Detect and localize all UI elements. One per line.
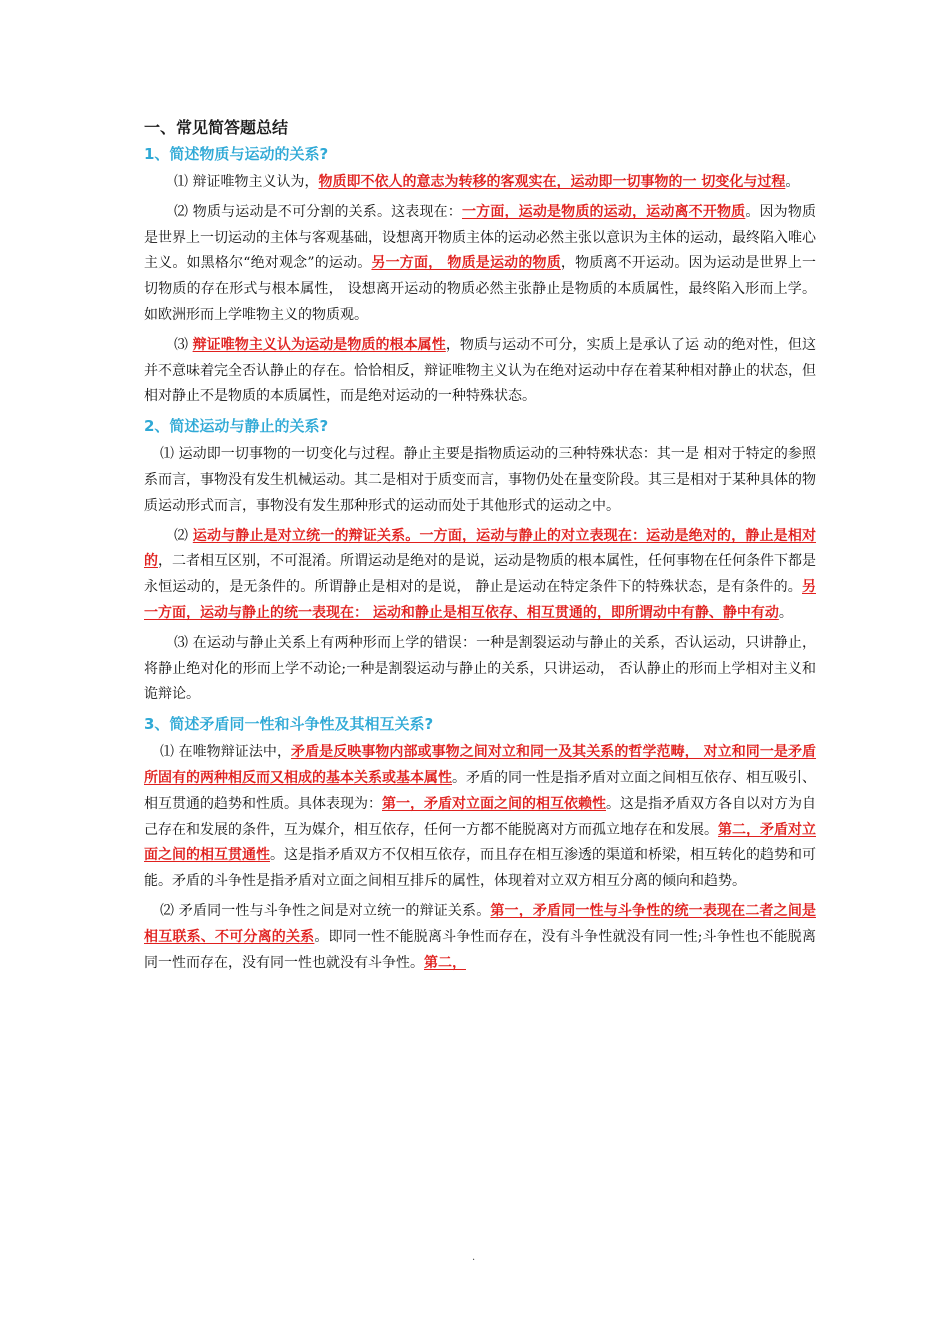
section-title: 1、简述物质与运动的关系?: [144, 145, 329, 163]
document-page: [144, 112, 816, 980]
text-run: 。这是指矛盾双方不仅相互依存，而且存在相互渗透的渠道和桥梁，相互转化的趋势和可能。矛盾的斗争性是指矛盾对立面之间相互排斥的属性，体现着对立双方相互分离的倾向和趋势。: [144, 847, 816, 890]
body-paragraph: [144, 631, 816, 708]
highlighted-text: 第一，矛盾同一性与斗争性的统一表现在二者之间是相互联系、不可分离的关系: [144, 902, 816, 945]
highlighted-text: 第二，矛盾对立面之间的相互贯通性: [144, 821, 816, 864]
text-run: 。这是指矛盾双方各自以对方为自己存在和发展的条件，互为媒介，相互依存，任何一方都不能脱离对方而孤立地存在和发展。: [144, 795, 816, 838]
text-run: ⑵: [174, 527, 193, 544]
text-run: ⑴ 在唯物辩证法中，: [160, 744, 292, 761]
text-run: ⑶ 在运动与静止关系上有两种形而上学的错误：一种是割裂运动与静止的关系，否认运动，只讲静止，将静止绝对化的形而上学不动论;一种是割裂运动与静止的关系，只讲运动， 否认静止的形而上学相对主义和诡辩论。: [144, 634, 816, 703]
text-run: ，物质与运动不可分，实质上是承认了运 动的绝对性，但这并不意味着完全否认静止的存在。恰恰相反，辩证唯物主义认为在绝对运动中存在着某种相对静止的状态，但相对静止不是物质的本质属性，而是绝对运动的一种特殊状态。: [144, 336, 817, 405]
highlighted-text: 矛盾是反映事物内部或事物之间对立和同一及其关系的哲学范畴， 对立和同一是矛盾所固有的两种相反而又相成的基本关系或基本属性: [144, 744, 817, 786]
body-paragraph: [144, 524, 816, 627]
text-run: ⑴ 运动即一切事物的一切变化与过程。静止主要是指物质运动的三种特殊状态：其一是 相对于特定的参照系而言，事物没有发生机械运动。其二是相对于质变而言，事物仍处在量变阶段。其三是相对于某种具体的物质运动形式而言，事物没有发生那种形式的运动而处于其他形式的运动之中。: [144, 446, 816, 514]
text-run: ，二者相互区别，不可混淆。所谓运动是绝对的是说，运动是物质的根本属性，任何事物在任何条件下都是永恒运动的，是无条件的。所谓静止是相对的是说， 静止是运动在特定条件下的特殊状态，是有条件的。: [144, 553, 816, 596]
body-paragraph: [144, 170, 816, 196]
body-paragraph: [144, 442, 816, 519]
text-run: 。矛盾的同一性是指矛盾对立面之间相互依存、相互吸引、相互贯通的趋势和性质。具体表现为：: [144, 769, 816, 812]
highlighted-text: 运动与静止是对立统一的辩证关系。一方面，运动与静止的对立表现在：运动是绝对的，静止是相对的: [144, 527, 817, 570]
text-run: 。: [778, 604, 793, 621]
highlighted-text: 物质即不依人的意志为转移的客观实在，运动即一切事物的一 切变化与过程: [318, 174, 786, 190]
text-run: 。因为物质是世界上一切运动的主体与客观基础，设想离开物质主体的运动必然主张以意识为主体的运动，最终陷入唯心主义。如黑格尔“绝对观念”的运动。: [144, 203, 817, 272]
body-paragraph: [144, 200, 816, 329]
highlighted-text: 辩证唯物主义认为运动是物质的根本属性: [192, 336, 446, 353]
text-run: ⑵ 物质与运动是不可分割的关系。这表现在：: [174, 203, 462, 220]
text-run: ⑴ 辩证唯物主义认为，: [174, 174, 319, 190]
highlighted-text: 一方面，运动是物质的运动，运动离不开物质: [461, 203, 746, 220]
text-run: 。: [785, 174, 800, 190]
text-run: ，物质离不开运动。因为运动是世界上一切物质的存在形式与根本属性， 设想离开运动的物质必然主张静止是物质的本质属性，最终陷入形而上学。如欧洲形而上学唯物主义的物质观。: [144, 255, 817, 323]
text-run: ⑶: [174, 336, 193, 353]
page-footer-mark: .: [472, 1252, 476, 1263]
document-title: 一、常见简答题总结: [144, 118, 289, 137]
body-paragraph: [144, 333, 816, 410]
highlighted-text: 另一方面，运动与静止的统一表现在： 运动和静止是相互依存、相互贯通的，即所谓动中有静、静中有动: [144, 579, 816, 621]
text-run: ⑵ 矛盾同一性与斗争性之间是对立统一的辩证关系。: [160, 902, 491, 919]
highlighted-text: 另一方面， 物质是运动的物质: [371, 255, 561, 272]
highlighted-text: 第二，: [424, 954, 466, 971]
highlighted-text: 第一，矛盾对立面之间的相互依赖性: [382, 795, 606, 812]
section-title: 2、简述运动与静止的关系?: [144, 417, 329, 436]
sections-container: [144, 142, 816, 976]
body-paragraph: [144, 899, 816, 976]
section-title: 3、简述矛盾同一性和斗争性及其相互关系?: [144, 715, 434, 734]
text-run: 。即同一性不能脱离斗争性而存在，没有斗争性就没有同一性;斗争性也不能脱离同一性而存在，没有同一性也就没有斗争性。: [144, 928, 817, 971]
body-paragraph: [144, 740, 816, 895]
